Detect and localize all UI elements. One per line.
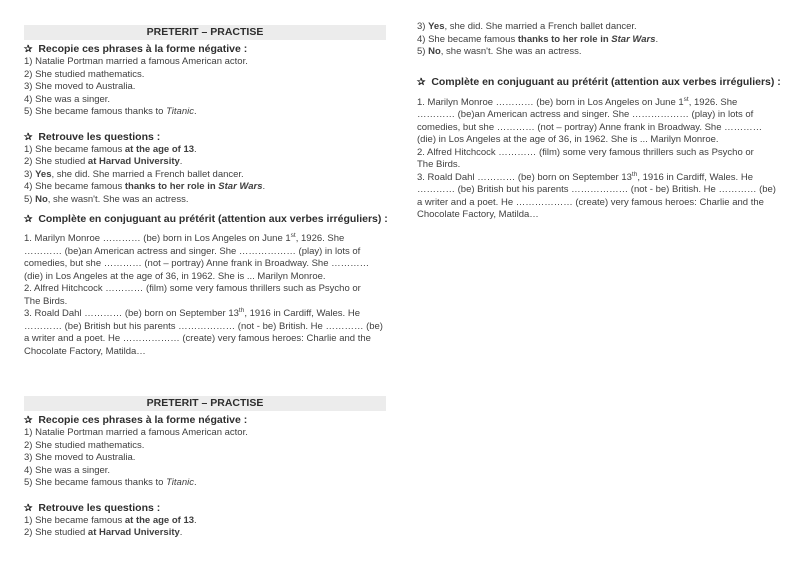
text-line: 1) She became famous at the age of 13.: [24, 143, 197, 155]
exercise1-heading: [24, 414, 386, 427]
exercise3-heading-text: Complète en conjuguant au prétérit (attention aux verbes irréguliers) :: [431, 75, 781, 88]
text-line: 1. Marilyn Monroe ………… (be) born in Los Angeles on June 1st, 1926. She: [24, 231, 345, 244]
star-icon: ✰: [24, 214, 33, 225]
text-line: 2. Alfred Hitchcock ………… (film) some very famous thrillers such as Psycho or: [417, 146, 754, 158]
star-icon: ✰: [24, 44, 33, 55]
text-line: (die) in Los Angeles at the age of 36, in 1962. She is ... Marilyn Monroe.: [417, 134, 719, 145]
exercise1-heading-text: Recopie ces phrases à la forme négative :: [38, 43, 248, 55]
worksheet-title-bar: [24, 396, 386, 411]
text-line: 4) She was a singer.: [24, 93, 111, 105]
exercise2-items: [24, 144, 386, 207]
text-line: a writer and a poet. He ……………… (create) very famous heroes: Charlie and the: [24, 333, 371, 344]
text-line: 3. Roald Dahl ………… (be) born on September 13th, 1916 in Cardiff, Wales. He: [24, 306, 360, 319]
text-line: comedies, but she ………… (not – portray) Anne frank in Broadway. She …………: [417, 121, 763, 133]
text-line: 2. Alfred Hitchcock ………… (film) some very famous thrillers such as Psycho or: [24, 283, 361, 294]
star-icon: ✰: [24, 415, 33, 426]
text-line: 4) She became famous thanks to her role in Star Wars.: [417, 33, 659, 45]
text-line: The Birds.: [24, 295, 68, 307]
text-line: 3. Roald Dahl ………… (be) born on September 13th, 1916 in Cardiff, Wales. He: [417, 170, 753, 183]
text-line: (die) in Los Angeles at the age of 36, in 1962. She is ... Marilyn Monroe.: [24, 270, 326, 282]
exercise2-items-continued: [417, 21, 792, 59]
text-line: 2) She studied mathematics.: [24, 68, 145, 80]
page-column-right: [417, 0, 792, 222]
text-line: 3) Yes, she did. She married a French ballet dancer.: [417, 21, 637, 32]
text-line: a writer and a poet. He ……………… (create) very famous heroes: Charlie and the: [417, 196, 764, 208]
text-line: ………… (be)an American actress and singer. She ……………… (play) in lots of: [417, 109, 754, 120]
text-line: 5) She became famous thanks to Titanic.: [24, 106, 197, 117]
text-line: 3) She moved to Australia.: [24, 81, 136, 92]
text-line: 1. Marilyn Monroe ………… (be) born in Los Angeles on June 1st, 1926. She: [417, 95, 738, 108]
worksheet-title-bar: [24, 25, 386, 40]
text-line: 2) She studied at Harvad University.: [24, 527, 183, 538]
text-line: 5) No, she wasn't. She was an actress.: [24, 193, 189, 205]
star-icon: ✰: [417, 76, 426, 88]
exercise3-paragraph: [417, 97, 792, 222]
exercise2-heading: [24, 502, 386, 515]
exercise3-paragraph: [24, 233, 386, 358]
exercise2-heading: [24, 131, 386, 144]
text-line: 1) She became famous at the age of 13.: [24, 514, 197, 526]
text-line: 3) Yes, she did. She married a French ballet dancer.: [24, 168, 244, 180]
text-line: 2) She studied at Harvad University.: [24, 156, 183, 167]
text-line: 1) Natalie Portman married a famous American actor.: [24, 56, 248, 67]
exercise3-heading: [24, 213, 386, 226]
exercise1-items: [24, 427, 386, 490]
text-line: 1) Natalie Portman married a famous American actor.: [24, 427, 248, 438]
exercise1-heading: [24, 43, 386, 56]
worksheet-title: PRETERIT – PRACTISE: [146, 26, 264, 38]
text-line: comedies, but she ………… (not – portray) Anne frank in Broadway. She …………: [24, 258, 370, 269]
exercise1-items: [24, 56, 386, 119]
worksheet-title: PRETERIT – PRACTISE: [146, 397, 264, 409]
text-line: 4) She was a singer.: [24, 464, 111, 476]
exercise3-heading: [417, 76, 792, 89]
text-line: ………… (be)an American actress and singer. She ……………… (play) in lots of: [24, 245, 361, 257]
text-line: ………… (be) British but his parents ……………… (not - be) British. He ………… (be): [24, 320, 383, 332]
text-line: The Birds.: [417, 159, 461, 170]
exercise3-heading-text: Complète en conjuguant au prétérit (attention aux verbes irréguliers) :: [38, 213, 388, 225]
star-icon: ✰: [24, 502, 33, 514]
exercise2-items: [24, 515, 386, 540]
text-line: 5) No, she wasn't. She was an actress.: [417, 46, 582, 57]
exercise1-heading-text: Recopie ces phrases à la forme négative :: [38, 414, 248, 426]
text-line: 5) She became famous thanks to Titanic.: [24, 477, 197, 488]
text-line: 3) She moved to Australia.: [24, 452, 136, 463]
text-line: ………… (be) British but his parents ……………… (not - be) British. He ………… (be): [417, 184, 776, 195]
text-line: 4) She became famous thanks to her role in Star Wars.: [24, 181, 266, 192]
page-column-left: [24, 0, 386, 540]
exercise2-heading-text: Retrouve les questions :: [38, 501, 161, 514]
text-line: Chocolate Factory, Matilda…: [417, 209, 539, 220]
exercise2-heading-text: Retrouve les questions :: [38, 130, 161, 143]
text-line: Chocolate Factory, Matilda…: [24, 345, 146, 357]
text-line: 2) She studied mathematics.: [24, 439, 145, 451]
star-icon: ✰: [24, 131, 33, 143]
